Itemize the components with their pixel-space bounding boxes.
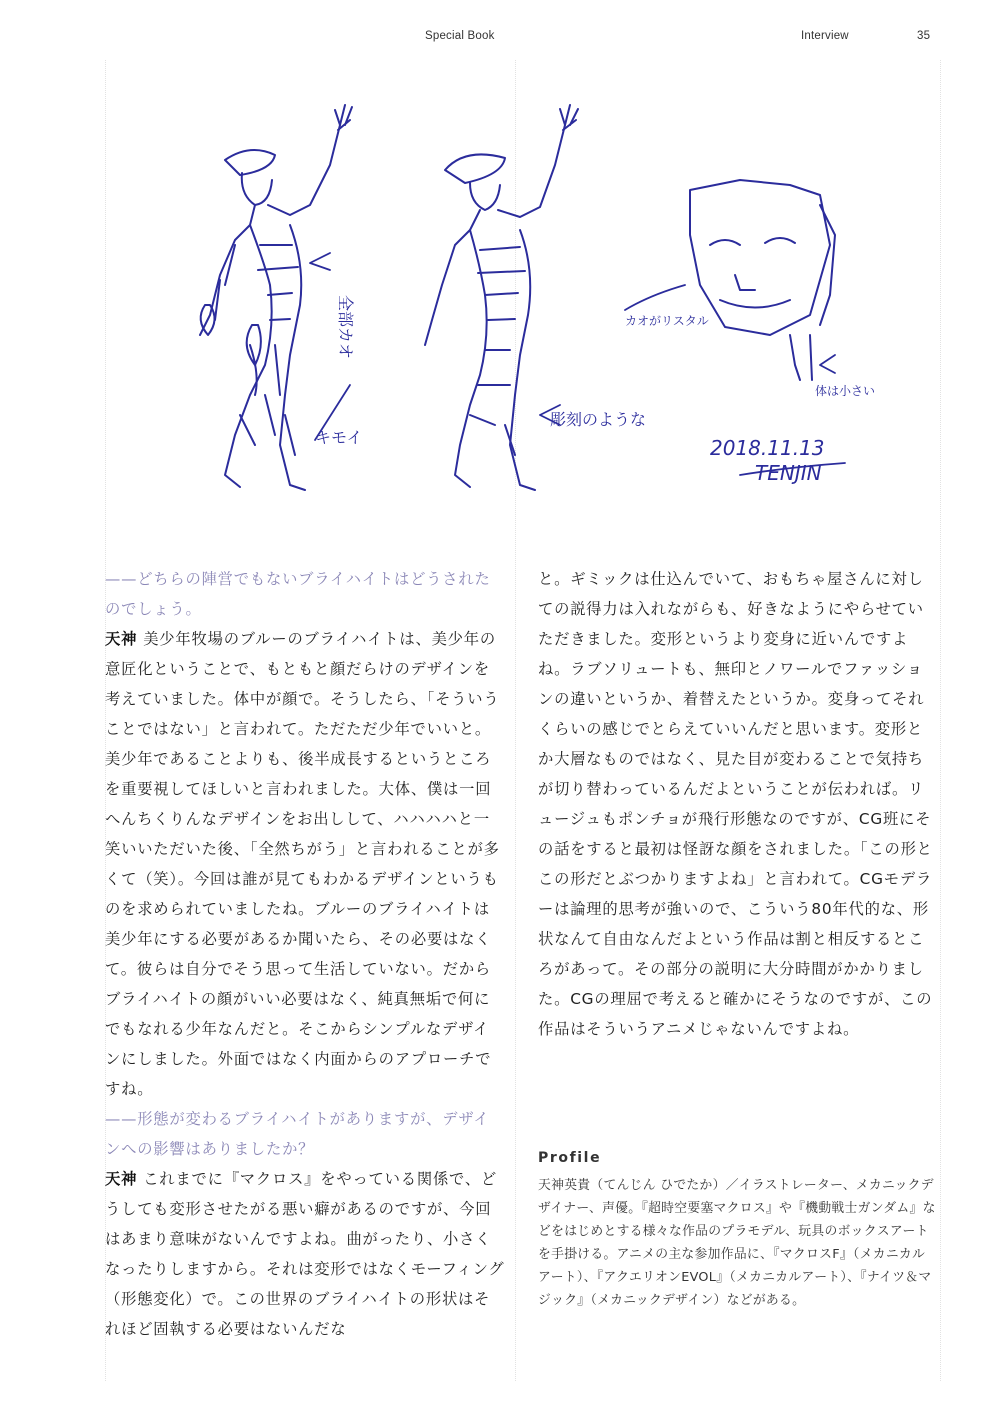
- character-sketch: [180, 95, 876, 515]
- interview-column-left: [105, 564, 505, 1344]
- sketch-date: 2018.11.13: [710, 436, 825, 460]
- profile-heading: Profile: [538, 1150, 602, 1166]
- sketch-figure-3: [690, 180, 835, 380]
- interview-question: ——どちらの陣営でもないブライハイトはどうされたのでしょう。: [105, 570, 491, 618]
- sketch-note: 体は小さい: [815, 384, 876, 398]
- speaker-label: 天神: [105, 1170, 138, 1188]
- book-title: Special Book: [425, 30, 495, 42]
- answer-text: 美少年牧場のブルーのブライハイトは、美少年の意匠化ということで、もともと顔だらけのデザインを考えていました。体中が顔で。そうしたら、「そういうことではない」と言われて。ただただ少年でいいと。美少年であることよりも、後半成長するというところを重要視してほしいと言われました。大体、僕は一回へんちくりんなデザインをお出しして、ハハハハと一笑いいただいた後、「全然ちがう」と言われることが多くて（笑）。今回は誰が見てもわかるデザインというものを求められていましたね。ブルーのブライハイトは美少年にする必要があるか聞いたら、その必要はなくて。彼らは自分でそう思って生活していない。だからブライハイトの顔がいい必要はなく、純真無垢で何にでもなれる少年なんだと。そこからシンプルなデザインにしました。外面ではなく内面からのアプローチですね。: [105, 630, 500, 1098]
- profile-section: [538, 1150, 938, 1312]
- interview-column-right: [538, 564, 938, 1044]
- sketch-note: カオがリスタル: [625, 314, 709, 328]
- answer-continuation: と。ギミックは仕込んでいて、おもちゃ屋さんに対しての説得力は入れながらも、好きなようにやらせていただきました。変形というより変身に近いんですよね。ラブソリュートも、無印とノワールでファッションの違いというか、着替えたというか。変身ってそれくらいの感じでとらえていいんだと思います。変形とか大層なものではなく、見た目が変わることで気持ちが切り替わっているんだよということが伝われば。リュージュもポンチョが飛行形態なのですが、CG班にその話をすると最初は怪訝な顔をされました。「この形とこの形だとぶつかりますよね」と言われて。CGモデラーは論理的思考が強いので、こういう80年代的な、形状なんて自由なんだよという作品は割と相反するところがあって。その部分の説明に大分時間がかかりました。CGの理屈で考えると確かにそうなのですが、この作品はそういうアニメじゃないんですよね。: [538, 570, 933, 1038]
- sketch-note: 全部カオ: [336, 295, 355, 360]
- answer-text: これまでに『マクロス』をやっている関係で、どうしても変形させたがる悪い癖があるのですが、今回はあまり意味がないんですよね。曲がったり、小さくなったりしますから。それは変形ではなくモーフィング（形態変化）で。この世界のブライハイトの形状はそれほど固執する必要はないんだな: [105, 1170, 505, 1338]
- sketch-note: 彫刻のような: [550, 410, 647, 429]
- page-guide: [940, 60, 941, 1381]
- profile-text: 天神英貴（てんじん ひでたか）／イラストレーター、メカニックデザイナー、声優。『超時空要塞マクロス』や『機動戦士ガンダム』などをはじめとする様々な作品のプラモデル、玩具のボックスアートを手掛ける。アニメの主な参加作品に、『マクロスF』（メカニカルアート）、『アクエリオンEVOL』（メカニカルアート）、『ナイツ＆マジック』（メカニックデザイン）などがある。: [538, 1178, 936, 1308]
- speaker-label: 天神: [105, 630, 138, 648]
- interview-answer: [105, 624, 505, 1104]
- section-label: Interview: [801, 30, 849, 42]
- interview-question: ——形態が変わるブライハイトがありますが、デザインへの影響はありましたか？: [105, 1110, 490, 1158]
- sketch-figure-2: [425, 105, 578, 490]
- sketch-signature: TENJIN: [755, 461, 822, 485]
- page-number: 35: [917, 30, 931, 42]
- interview-answer: [105, 1164, 505, 1344]
- sketch-note: キモイ: [315, 428, 363, 447]
